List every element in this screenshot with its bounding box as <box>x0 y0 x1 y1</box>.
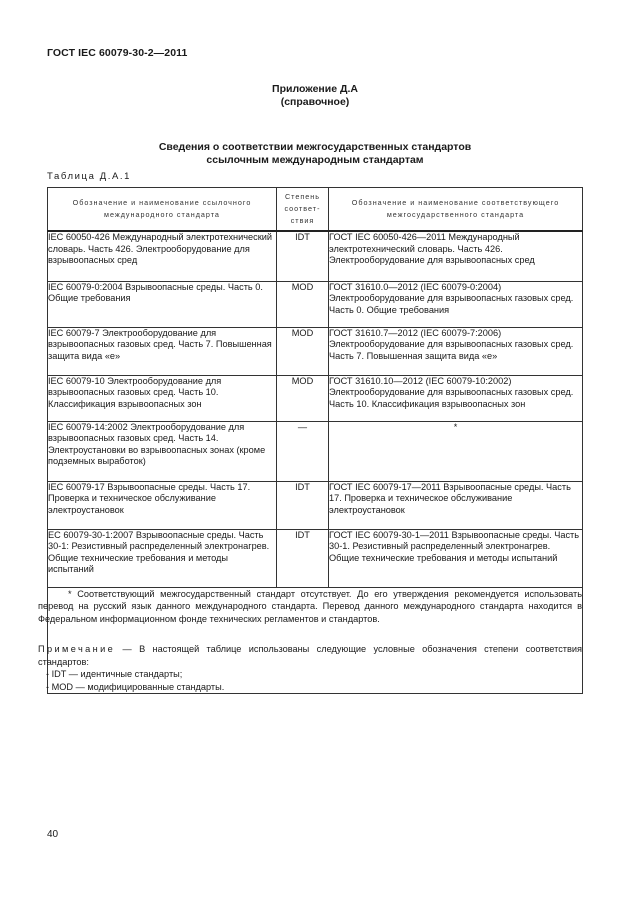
degree-cell: MOD <box>277 375 329 421</box>
page-number: 40 <box>47 829 59 840</box>
intl-standard-cell: IEC 60079-7 Электрооборудование для взрывоопасных газовых сред. Часть 7. Повышенная защита вида «е» <box>48 327 277 375</box>
table-header-row <box>48 188 583 232</box>
intl-standard-cell: IEC 60079-17 Взрывоопасные среды. Часть 17. Проверка и техническое обслуживание электроустановок <box>48 481 277 529</box>
intl-standard-cell: IEC 60079-0:2004 Взрывоопасные среды. Часть 0. Общие требования <box>48 281 277 327</box>
intl-standard-cell: IEC 60050-426 Международный электротехнический словарь. Часть 426. Электрооборудование для взрывоопасных сред <box>48 231 277 281</box>
table-caption: Таблица Д.А.1 <box>47 171 132 182</box>
appendix-heading <box>0 83 630 109</box>
gost-standard-cell: ГОСТ 31610.7—2012 (IEC 60079-7:2006) Электрооборудование для взрывоопасных газовых сред. Часть 7. Повышенная защита вида «е» <box>329 327 583 375</box>
correspondence-table <box>38 187 583 694</box>
notes-row <box>48 587 583 694</box>
note-list-item: - IDT — идентичные стандарты; <box>46 669 183 679</box>
header-interstate-standard: Обозначение и наименование соответствующего межгосударственного стандарта <box>329 188 583 232</box>
table-row <box>48 529 583 587</box>
gost-standard-cell: ГОСТ 31610.10—2012 (IEC 60079-10:2002) Электрооборудование для взрывоопасных газовых сред. Часть 10. Классификация взрывоопасных зон <box>329 375 583 421</box>
footnote: * Соответствующий межгосударственный стандарт отсутствует. До его утверждения рекомендуется использовать перевод на русский язык данного международного стандарта. Перевод данного международного стандарта находится в Федеральном информационном фонде технических регламентов и стандартов. <box>38 588 582 624</box>
note <box>38 643 582 668</box>
degree-cell: MOD <box>277 327 329 375</box>
appendix-subtitle: (справочное) <box>280 96 350 108</box>
gost-standard-cell: ГОСТ 31610.0—2012 (IEC 60079-0:2004) Электрооборудование для взрывоопасных газовых сред. Часть 0. Общие требования <box>329 281 583 327</box>
document-header: ГОСТ IEC 60079-30-2—2011 <box>47 47 188 59</box>
header-international-standard: Обозначение и наименование ссылочного международного стандарта <box>48 188 277 232</box>
note-text: — В настоящей таблице использованы следующие условные обозначения степени соответствия стандартов: <box>38 644 582 667</box>
intl-standard-cell: ЕС 60079-30-1:2007 Взрывоопасные среды. Часть 30-1: Резистивный распределенный электронагрев. Общие технические требования и методы испытаний <box>48 529 277 587</box>
intl-standard-cell: IEC 60079-14:2002 Электрооборудование для взрывоопасных газовых сред. Часть 14. Электроустановки во взрывоопасных зонах (кроме подземных выработок) <box>48 421 277 481</box>
section-title-line-1: Сведения о соответствии межгосударственных стандартов <box>158 141 472 153</box>
note-list <box>46 668 582 693</box>
header-degree-of-conformity: Степень соответ-ствия <box>277 188 329 232</box>
note-list-item: - MOD — модифицированные стандарты. <box>46 681 225 692</box>
table-row <box>48 281 583 327</box>
degree-cell: IDT <box>277 481 329 529</box>
gost-standard-cell: ГОСТ IEC 60079-30-1—2011 Взрывоопасные среды. Часть 30-1. Резистивный распределенный электронагрев. Общие технические требования и методы испытаний <box>329 529 583 587</box>
note-label: Примечание <box>38 644 116 654</box>
notes-cell <box>38 587 583 694</box>
appendix-title: Приложение Д.А <box>272 83 358 95</box>
section-title-line-2: ссылочным международным стандартам <box>206 154 424 166</box>
table-row <box>48 481 583 529</box>
degree-cell: IDT <box>277 231 329 281</box>
table-row <box>48 327 583 375</box>
table-row <box>48 375 583 421</box>
degree-cell: MOD <box>277 281 329 327</box>
gost-standard-cell: ГОСТ IEC 60050-426—2011 Международный электротехнический словарь. Часть 426. Электрооборудование для взрывоопасных сред <box>329 231 583 281</box>
table-row <box>48 231 583 281</box>
gost-standard-cell: * <box>329 421 583 481</box>
degree-cell: — <box>277 421 329 481</box>
section-title <box>0 141 630 167</box>
table-row <box>48 421 583 481</box>
degree-cell: IDT <box>277 529 329 587</box>
gost-standard-cell: ГОСТ IEC 60079-17—2011 Взрывоопасные среды. Часть 17. Проверка и техническое обслуживание электроустановок <box>329 481 583 529</box>
intl-standard-cell: IEC 60079-10 Электрооборудование для взрывоопасных газовых сред. Часть 10. Классификация взрывоопасных зон <box>48 375 277 421</box>
